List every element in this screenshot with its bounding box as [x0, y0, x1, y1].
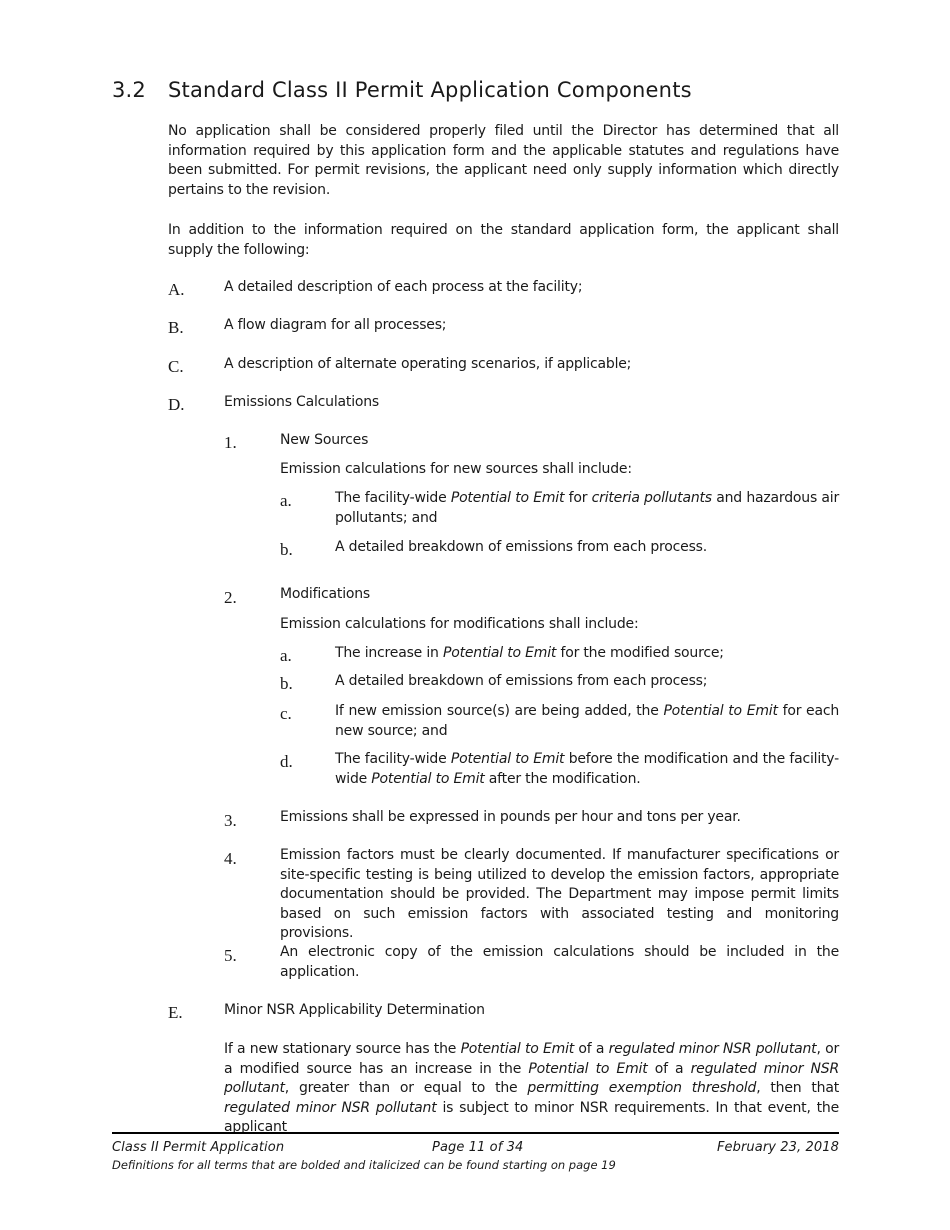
item-e-marker: E.: [168, 1003, 183, 1022]
item-e-text: Minor NSR Applicability Determination: [224, 1002, 485, 1018]
d1-title: New Sources: [280, 432, 369, 448]
d2b-text: A detailed breakdown of emissions from each process;: [335, 673, 708, 689]
d1-marker: 1.: [224, 433, 237, 452]
footer-left: Class II Permit Application: [112, 1140, 285, 1155]
d4-marker: 4.: [224, 849, 237, 868]
d2c-text: If new emission source(s) are being added, the Potential to Emit for each new source; and: [335, 703, 840, 739]
footer-rule: [112, 1132, 839, 1134]
footer-date: February 23, 2018: [716, 1140, 839, 1155]
d2d-marker: d.: [280, 752, 293, 771]
d2c-marker: c.: [280, 704, 292, 723]
item-d-marker: D.: [168, 395, 185, 414]
term-regulated-minor-nsr-pollutant: regulated minor NSR pollutant: [608, 1041, 817, 1057]
item-c-text: A description of alternate operating scenarios, if applicable;: [224, 356, 632, 372]
d2a-text: The increase in Potential to Emit for the modified source;: [335, 645, 724, 661]
item-a-marker: A.: [168, 280, 185, 299]
d2d-text: The facility-wide Potential to Emit before the modification and the facility-wide Potential to Emit after the modification.: [335, 751, 840, 787]
term-potential-to-emit: Potential to Emit: [528, 1060, 648, 1077]
term-potential-to-emit: Potential to Emit: [442, 645, 557, 661]
d2a-marker: a.: [280, 646, 292, 665]
d3-marker: 3.: [224, 811, 237, 830]
term-criteria-pollutants: criteria pollutants: [591, 490, 712, 506]
term-potential-to-emit: Potential to Emit: [371, 770, 485, 787]
term-regulated-minor-nsr-pollutant: regulated minor NSR pollutant: [224, 1099, 437, 1116]
footer-note: Definitions for all terms that are bolded and italicized can be found starting on page 19: [112, 1158, 616, 1172]
item-b-text: A flow diagram for all processes;: [224, 317, 447, 333]
d1b-marker: b.: [280, 540, 293, 559]
d2-lead: Emission calculations for modifications shall include:: [280, 616, 639, 632]
d2-title: Modifications: [280, 586, 371, 602]
d5-marker: 5.: [224, 946, 237, 965]
term-potential-to-emit: Potential to Emit: [663, 703, 778, 719]
item-d-text: Emissions Calculations: [224, 394, 380, 410]
d2b-marker: b.: [280, 674, 293, 693]
item-e-paragraph: If a new stationary source has the Potential to Emit of a regulated minor NSR pollutant, or a modified source has an increase in the Potential to Emit of a regulated minor NSR pollutant, greater than or equal to the permitting exemption threshold, then that regulated minor NSR pollutant is subject to minor NSR requirements. In that event, the applicant: [224, 1041, 840, 1135]
intro-paragraph-1: No application shall be considered properly filed until the Director has determined that all information required by this application form and the applicable statutes and regulations have been submitted. For permit revisions, the applicant need only supply information which directly pertains to the revision.: [168, 123, 839, 198]
d1a-text: The facility-wide Potential to Emit for criteria pollutants and hazardous air pollutants; and: [335, 490, 840, 526]
section-title: Standard Class II Permit Application Components: [168, 78, 692, 102]
d2-marker: 2.: [224, 588, 237, 607]
term-potential-to-emit: Potential to Emit: [460, 1041, 575, 1057]
term-potential-to-emit: Potential to Emit: [450, 751, 565, 767]
d3-text: Emissions shall be expressed in pounds per hour and tons per year.: [280, 809, 741, 825]
item-b-marker: B.: [168, 318, 184, 337]
section-number: 3.2: [112, 78, 146, 102]
d1a-marker: a.: [280, 491, 292, 510]
intro-paragraph-2: In addition to the information required on the standard application form, the applicant shall supply the following:: [168, 222, 839, 258]
item-c-marker: C.: [168, 357, 184, 376]
term-potential-to-emit: Potential to Emit: [450, 490, 565, 506]
d5-text: An electronic copy of the emission calculations should be included in the application.: [280, 944, 839, 980]
footer-page-number: Page 11 of 34: [432, 1140, 524, 1155]
term-permitting-exemption-threshold: permitting exemption threshold: [527, 1080, 757, 1096]
d4-text: Emission factors must be clearly documented. If manufacturer specifications or site-specific testing is being utilized to develop the emission factors, appropriate documentation should be provided. The Department may impose permit limits based on such emission factors with associated testing and monitoring provisions.: [280, 847, 839, 941]
term-regulated-minor-nsr-pollutant: regulated minor NSR pollutant: [224, 1060, 839, 1096]
d1-lead: Emission calculations for new sources shall include:: [280, 461, 632, 477]
d1b-text: A detailed breakdown of emissions from each process.: [335, 539, 708, 555]
item-a-text: A detailed description of each process at the facility;: [224, 279, 583, 295]
